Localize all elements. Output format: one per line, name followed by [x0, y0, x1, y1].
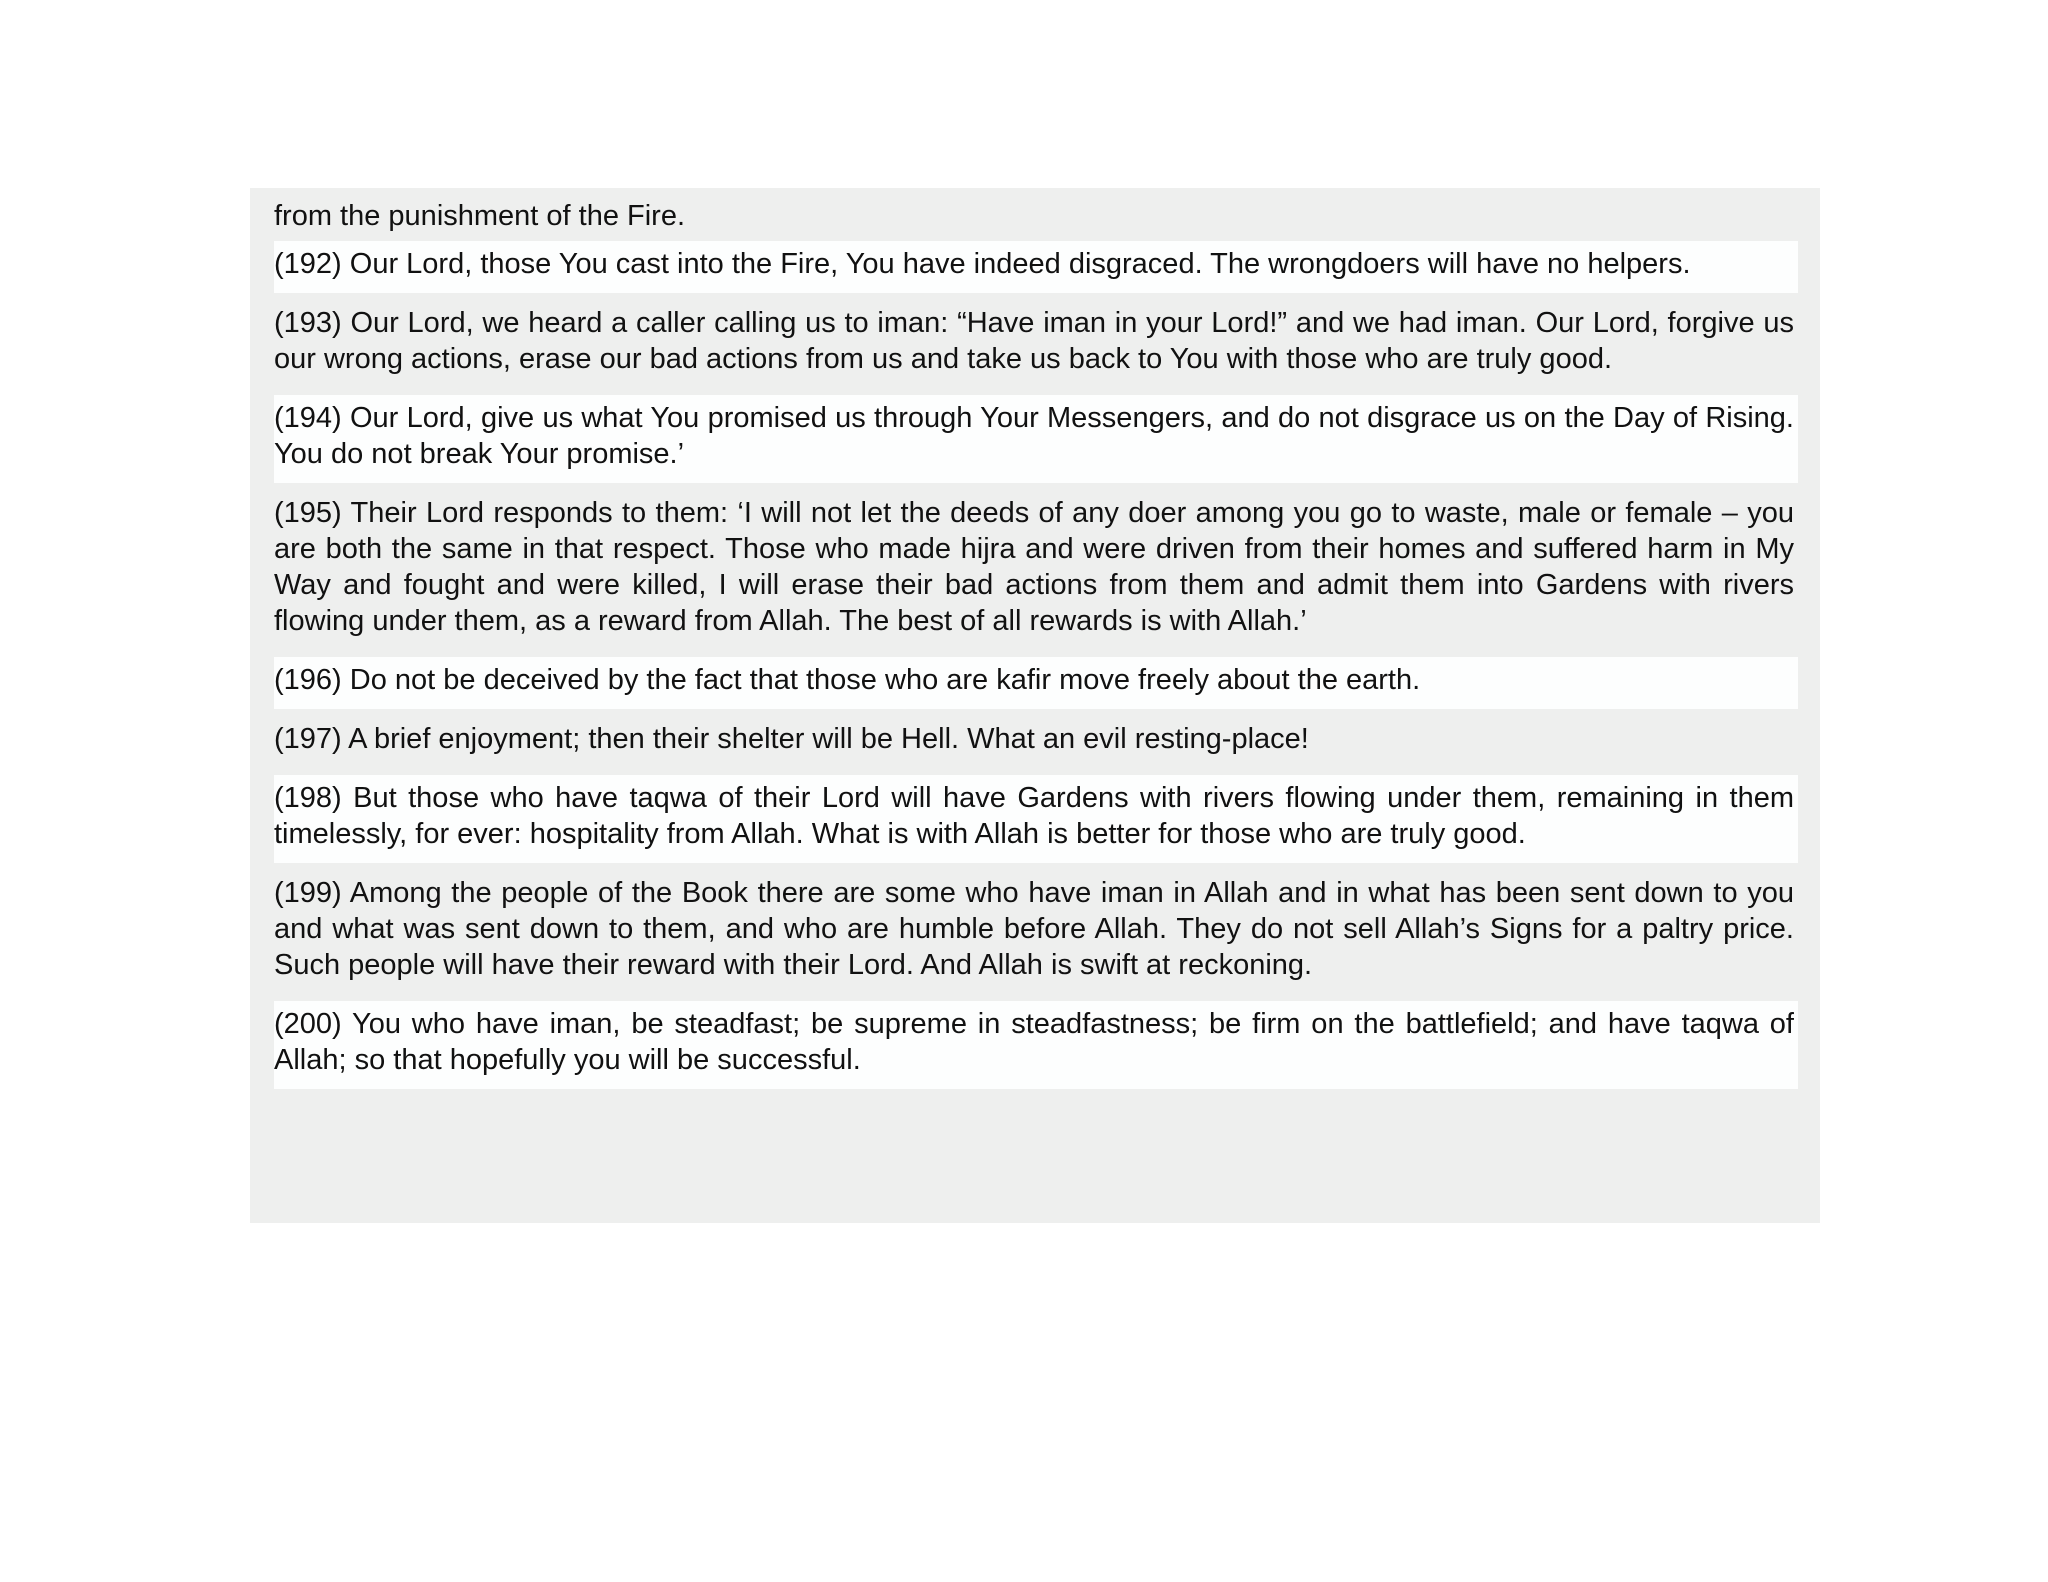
verse-196: (196) Do not be deceived by the fact that those who are kafir move freely about the earth.	[274, 657, 1798, 709]
verse-195: (195) Their Lord responds to them: ‘I will not let the deeds of any doer among you go to waste, male or female – you are both the same in that respect. Those who made hijra and were driven from their homes and suffered harm in My Way and fought and were killed, I will erase their bad actions from them and admit them into Gardens with rivers flowing under them, as a reward from Allah. The best of all rewards is with Allah.’	[274, 490, 1798, 650]
verse-192: (192) Our Lord, those You cast into the Fire, You have indeed disgraced. The wrongdoers will have no helpers.	[274, 241, 1798, 293]
verse-198: (198) But those who have taqwa of their Lord will have Gardens with rivers flowing under them, remaining in them timelessly, for ever: hospitality from Allah. What is with Allah is better for those who are truly good.	[274, 775, 1798, 863]
verse-194: (194) Our Lord, give us what You promised us through Your Messengers, and do not disgrace us on the Day of Rising. You do not break Your promise.’	[274, 395, 1798, 483]
continuation-text: from the punishment of the Fire.	[274, 200, 686, 232]
verse-193: (193) Our Lord, we heard a caller calling us to iman: “Have iman in your Lord!” and we had iman. Our Lord, forgive us our wrong actions, erase our bad actions from us and take us back to You with those who are truly good.	[274, 300, 1798, 388]
verse-panel	[250, 188, 1820, 1223]
verse-199: (199) Among the people of the Book there are some who have iman in Allah and in what has been sent down to you and what was sent down to them, and who are humble before Allah. They do not sell Allah’s Signs for a paltry price. Such people will have their reward with their Lord. And Allah is swift at reckoning.	[274, 870, 1798, 994]
verse-200: (200) You who have iman, be steadfast; be supreme in steadfastness; be firm on the battlefield; and have taqwa of Allah; so that hopefully you will be successful.	[274, 1001, 1798, 1089]
verse-197: (197) A brief enjoyment; then their shelter will be Hell. What an evil resting-place!	[274, 716, 1798, 768]
